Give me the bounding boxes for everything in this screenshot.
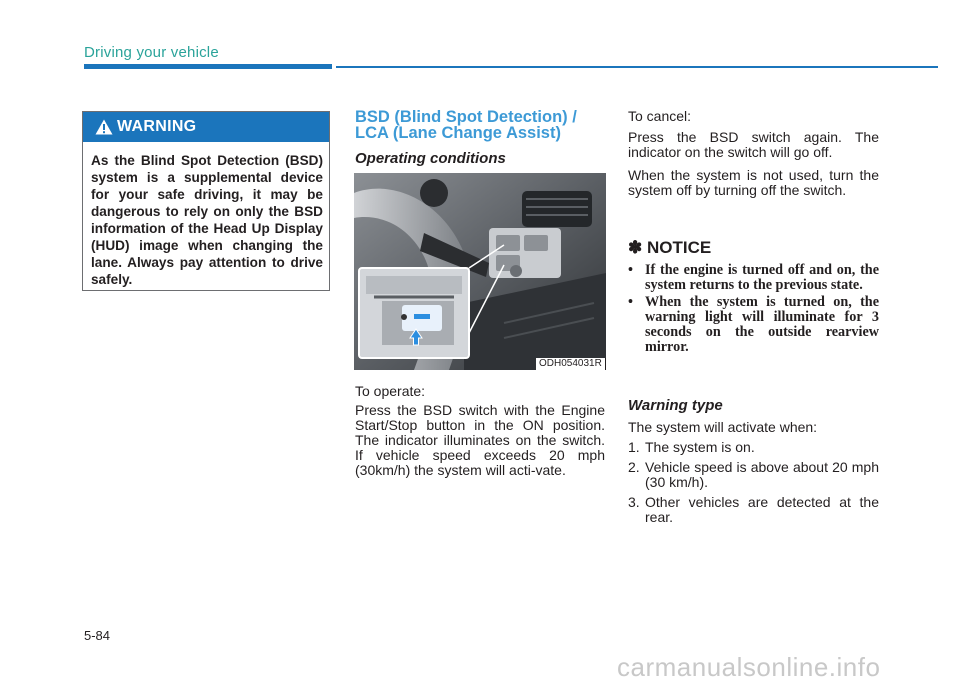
list-item bbox=[628, 460, 879, 490]
header-rule-thick bbox=[84, 64, 332, 69]
figure-code: ODH054031R bbox=[536, 358, 606, 370]
cancel-body-1: Press the BSD switch again. The indicator on the switch will go off. bbox=[628, 129, 879, 160]
warning-triangle-icon bbox=[95, 119, 113, 135]
bullet-icon: • bbox=[628, 293, 633, 310]
list-item-text: Other vehicles are detected at the rear. bbox=[645, 494, 879, 525]
cancel-body-2: When the system is not used, turn the system off by turning off the switch. bbox=[628, 167, 879, 198]
activate-list bbox=[628, 440, 879, 530]
list-item-number: 3. bbox=[628, 494, 640, 510]
to-cancel-label: To cancel: bbox=[628, 108, 692, 124]
list-item-number: 1. bbox=[628, 439, 640, 455]
warning-title: WARNING bbox=[117, 118, 197, 135]
header-rule-thin bbox=[336, 66, 938, 68]
notice-item-text: When the system is turned on, the warning light will illuminate for 3 seconds on the outside rearview mirror. bbox=[645, 293, 879, 356]
section-title: Driving your vehicle bbox=[84, 44, 219, 61]
notice-item-text: If the engine is turned off and on, the system returns to the previous state. bbox=[645, 262, 879, 294]
warning-box bbox=[82, 111, 330, 291]
list-item-number: 2. bbox=[628, 459, 640, 475]
page-number: 5-84 bbox=[84, 628, 111, 643]
notice-item bbox=[628, 263, 879, 294]
warning-body: As the Blind Spot Detection (BSD) system is a supplemental device for your safe driving, it may be dangerous to rely on only the BSD information of the Head Up Display (HUD) image when changing the lane. Always pay attention to drive safely. bbox=[91, 153, 323, 287]
list-item bbox=[628, 495, 879, 525]
warning-header bbox=[83, 112, 329, 142]
notice-heading: ✽ NOTICE bbox=[628, 238, 712, 257]
list-item-text: Vehicle speed is above about 20 mph (30 km/h). bbox=[645, 459, 879, 490]
bsd-switch-figure bbox=[354, 173, 606, 370]
bullet-icon: • bbox=[628, 262, 633, 278]
activate-intro: The system will activate when: bbox=[628, 419, 818, 435]
bsd-heading: BSD (Blind Spot Detection) / LCA (Lane Change Assist) bbox=[355, 108, 577, 142]
operate-body: Press the BSD switch with the Engine Start/Stop button in the ON position. The indicator illuminates on the switch. If vehicle speed exceeds 20 mph (30km/h) the system will acti-vate. bbox=[355, 402, 605, 478]
to-operate-label: To operate: bbox=[355, 383, 426, 399]
warning-type-heading: Warning type bbox=[628, 397, 723, 414]
watermark: carmanualsonline.info bbox=[617, 652, 881, 682]
list-item-text: The system is on. bbox=[645, 439, 755, 455]
list-item bbox=[628, 440, 879, 455]
notice-list bbox=[628, 263, 879, 357]
dashboard-illustration bbox=[354, 173, 606, 370]
operating-conditions-heading: Operating conditions bbox=[355, 150, 506, 167]
notice-item bbox=[628, 295, 879, 356]
